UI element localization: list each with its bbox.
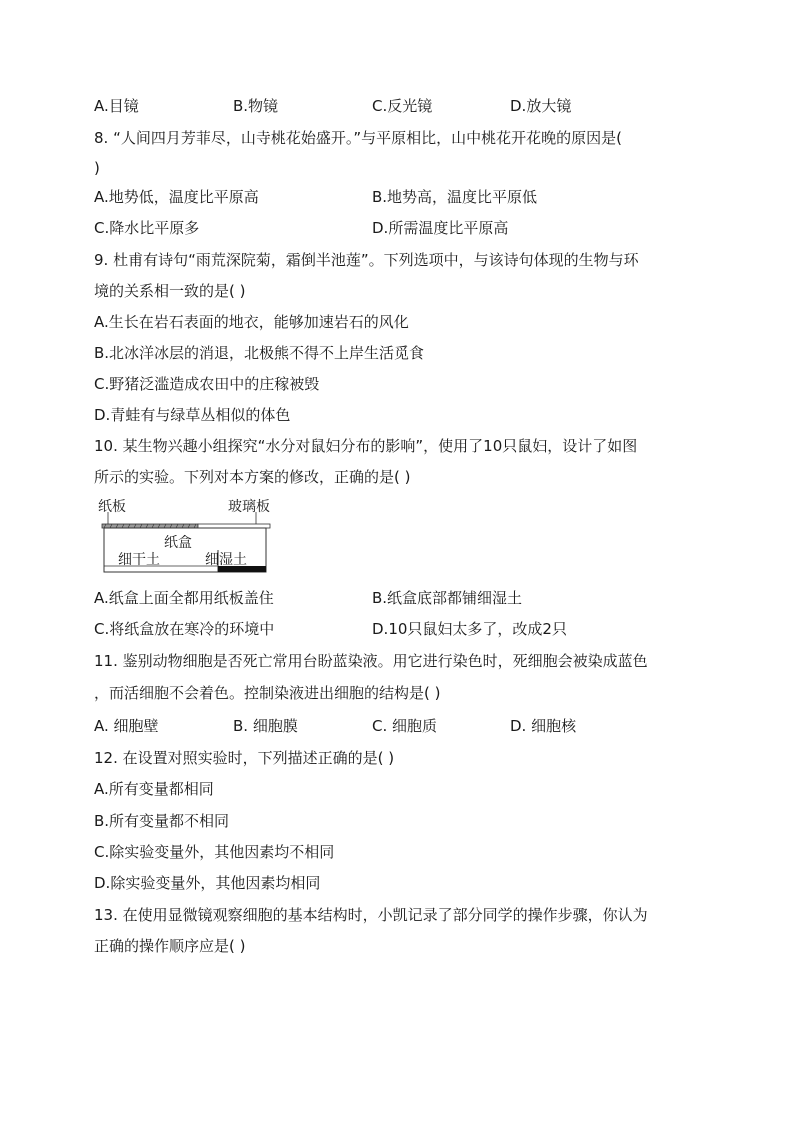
box-label: 纸盒: [164, 535, 192, 551]
q9-option-d: D.青蛙有与绿草丛相似的体色: [94, 406, 291, 424]
q11-option-c: C. 细胞质: [372, 717, 438, 735]
q10-option-b: B.纸盒底部都铺细湿土: [372, 589, 523, 607]
q13-stem-line1: 13. 在使用显微镜观察细胞的基本结构时，小凯记录了部分同学的操作步骤，你认为: [94, 906, 648, 924]
q12-option-b: B.所有变量都不相同: [94, 812, 230, 830]
dry-soil-label: 细干土: [118, 552, 160, 568]
wet-soil-label: 细湿土: [205, 552, 247, 568]
q8-option-d: D.所需温度比平原高: [372, 219, 509, 237]
q10-option-d: D.10只鼠妇太多了，改成2只: [372, 620, 567, 638]
q11-stem-line2: ，而活细胞不会着色。控制染液进出细胞的结构是( ): [94, 684, 441, 702]
q12-option-d: D.除实验变量外，其他因素均相同: [94, 874, 321, 892]
q11-option-d: D. 细胞核: [510, 717, 577, 735]
q9-option-c: C.野猪泛滥造成农田中的庄稼被毁: [94, 375, 320, 393]
glass-label: 玻璃板: [228, 499, 270, 515]
q8-stem-line2: ): [94, 159, 100, 177]
q9-stem-line1: 9. 杜甫有诗句“雨荒深院菊，霜倒半池莲”。下列选项中，与该诗句体现的生物与环: [94, 251, 639, 269]
q11-option-b: B. 细胞膜: [233, 717, 298, 735]
q9-option-b: B.北冰洋冰层的消退，北极熊不得不上岸生活觅食: [94, 344, 425, 362]
q10-option-c: C.将纸盒放在寒冷的环境中: [94, 620, 275, 638]
q8-option-a: A.地势低，温度比平原高: [94, 188, 259, 206]
q12-stem: 12. 在设置对照实验时，下列描述正确的是( ): [94, 749, 395, 767]
q9-stem-line2: 境的关系相一致的是( ): [94, 282, 246, 300]
q8-option-b: B.地势高，温度比平原低: [372, 188, 538, 206]
q10-experiment-figure: [98, 494, 278, 576]
q7-option-a: A.目镜: [94, 97, 139, 115]
q10-option-a: A.纸盒上面全都用纸板盖住: [94, 589, 274, 607]
q11-stem-line1: 11. 鉴别动物细胞是否死亡常用台盼蓝染液。用它进行染色时，死细胞会被染成蓝色: [94, 652, 648, 670]
q12-option-a: A.所有变量都相同: [94, 780, 214, 798]
q10-stem-line2: 所示的实验。下列对本方案的修改，正确的是( ): [94, 468, 411, 486]
q8-stem-line1: 8. “人间四月芳菲尽，山寺桃花始盛开。”与平原相比，山中桃花开花晚的原因是(: [94, 129, 622, 147]
q7-option-c: C.反光镜: [372, 97, 433, 115]
glass-plate-cover: [198, 524, 270, 528]
paperboard-label: 纸板: [98, 499, 126, 515]
q10-stem-line1: 10. 某生物兴趣小组探究“水分对鼠妇分布的影响”，使用了10只鼠妇，设计了如图: [94, 437, 638, 455]
q8-option-c: C.降水比平原多: [94, 219, 200, 237]
q13-stem-line2: 正确的操作顺序应是( ): [94, 937, 246, 955]
q9-option-a: A.生长在岩石表面的地衣，能够加速岩石的风化: [94, 313, 409, 331]
q7-option-b: B.物镜: [233, 97, 279, 115]
q7-option-d: D.放大镜: [510, 97, 572, 115]
q11-option-a: A. 细胞壁: [94, 717, 159, 735]
q12-option-c: C.除实验变量外，其他因素均不相同: [94, 843, 335, 861]
